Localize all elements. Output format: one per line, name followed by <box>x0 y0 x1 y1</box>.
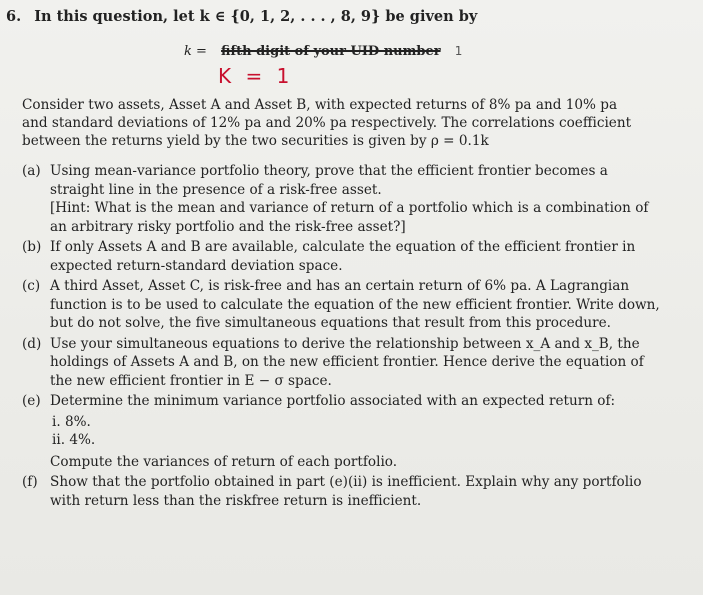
part-text: A third Asset, Asset C, is risk-free and has an certain return of 6% pa. A Lagrangian function is to be used to calculate the equation of the new efficient frontier. Write down, but do not solve, the five simultaneous equations that result from this procedure. <box>50 278 660 331</box>
part-label: (c) <box>22 278 41 294</box>
part-text: If only Assets A and B are available, calculate the equation of the efficient frontier in expected return-standard deviation space. <box>50 239 636 274</box>
part-e-subitem: i. 8%. <box>52 413 91 430</box>
question-intro: Consider two assets, Asset A and Asset B, with expected returns of 8% pa and 10% pa and standard deviations of 12% pa and 20% pa respectively. The correlations coefficient between the returns yield by the two securities is given by ρ = 0.1k <box>22 97 632 149</box>
part-text: Determine the minimum variance portfolio associated with an expected return of: <box>50 393 616 409</box>
question-header <box>6 8 477 25</box>
part-a <box>22 162 662 236</box>
part-label: (d) <box>22 335 42 352</box>
question-number: 6. <box>6 8 22 25</box>
k-handwritten-annotation: 1 <box>454 44 463 58</box>
part-e <box>22 392 662 411</box>
k-definition <box>184 44 462 59</box>
part-e-followup: Compute the variances of return of each portfolio. <box>50 453 398 470</box>
part-c <box>22 277 662 333</box>
part-e-subitem: ii. 4%. <box>52 432 96 448</box>
part-label: (a) <box>22 163 41 179</box>
k-definition-struck-text: fifth digit of your UID number <box>221 44 441 59</box>
part-text: Using mean-variance portfolio theory, prove that the efficient frontier becomes a straight line in the presence of a risk-free asset. <box>50 163 608 198</box>
part-label: (e) <box>22 393 41 409</box>
k-definition-lhs: k = <box>184 44 207 59</box>
part-label: (f) <box>22 474 38 490</box>
handwritten-k-value: K = 1 <box>218 64 294 88</box>
part-text: Show that the portfolio obtained in part (e)(ii) is inefficient. Explain why any portfolio with return less than the riskfree return is inefficient. <box>50 474 642 509</box>
part-d <box>22 335 662 391</box>
part-hint: [Hint: What is the mean and variance of return of a portfolio which is a combination of an arbitrary risky portfolio and the risk-free asset?] <box>50 200 649 235</box>
part-b <box>22 238 662 275</box>
part-f <box>22 473 662 510</box>
part-text: Use your simultaneous equations to derive the relationship between x_A and x_B, the holdings of Assets A and B, on the new efficient frontier. Hence derive the equation of the new efficient frontier in E − σ space. <box>50 335 644 389</box>
question-header-text: In this question, let k ∈ {0, 1, 2, . . . , 8, 9} be given by <box>34 8 478 25</box>
part-label: (b) <box>22 239 42 255</box>
question-parts <box>22 162 662 512</box>
